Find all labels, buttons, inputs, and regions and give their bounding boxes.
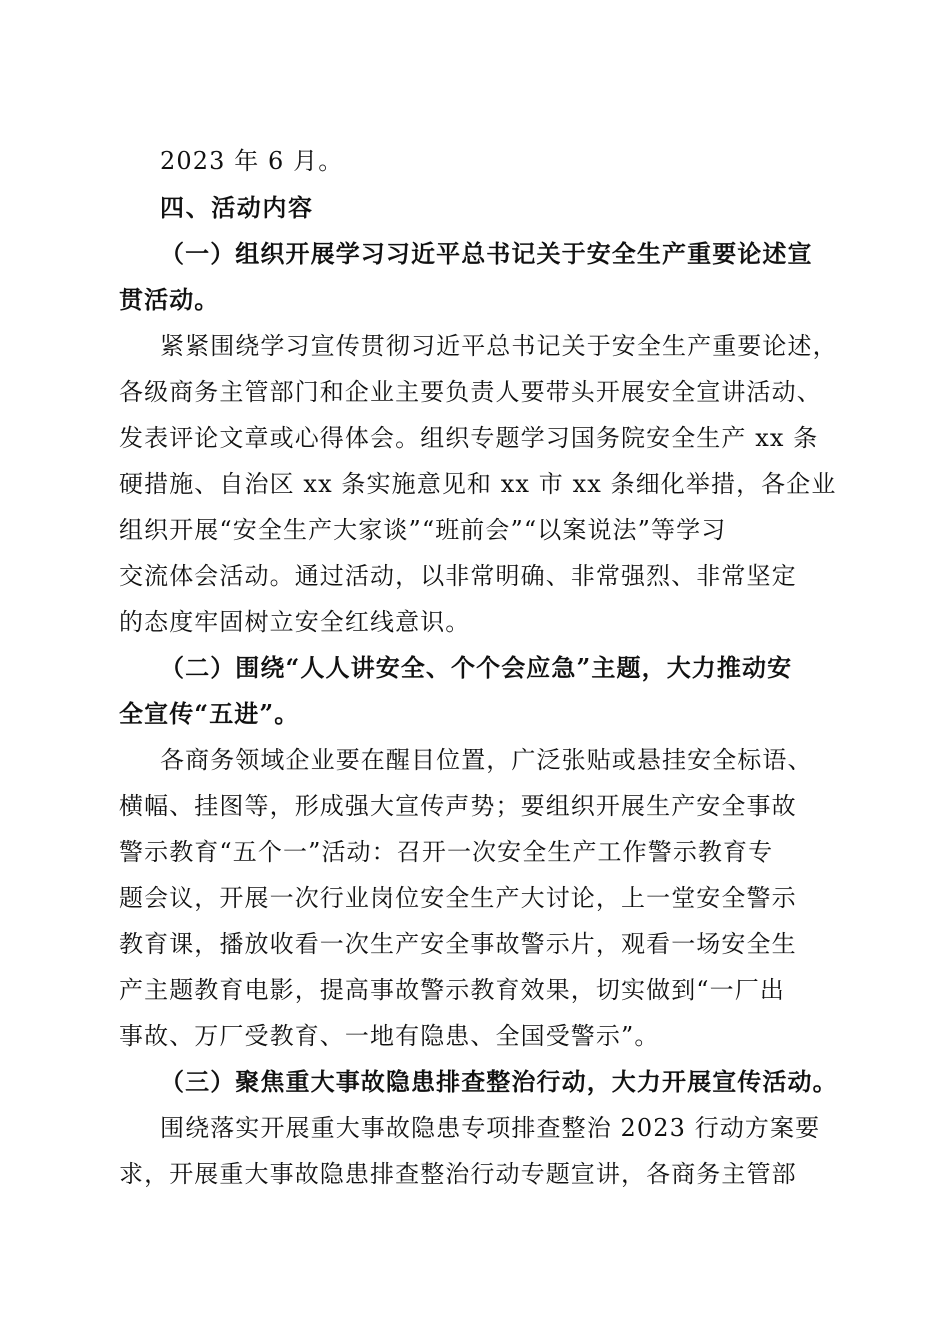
paragraph-2-line-1: 各商务领域企业要在醒目位置，广泛张贴或悬挂安全标语、	[160, 746, 813, 774]
subheading-2-line-1: （二）围绕“人人讲安全、个个会应急”主题，大力推动安	[160, 653, 793, 682]
section-heading-activity-content: 四、活动内容	[160, 193, 314, 222]
paragraph-1-line-2: 各级商务主管部门和企业主要负责人要带头开展安全宣讲活动、	[119, 378, 822, 406]
paragraph-2-line-6: 产主题教育电影，提高事故警示教育效果，切实做到“一厂出	[119, 976, 785, 1004]
paragraph-1-line-7: 的态度牢固树立安全红线意识。	[119, 608, 471, 636]
subheading-1-line-1: （一）组织开展学习习近平总书记关于安全生产重要论述宣	[160, 239, 813, 268]
paragraph-2-line-5: 教育课，播放收看一次生产安全事故警示片，观看一场安全生	[119, 930, 797, 958]
paragraph-1-line-5: 组织开展“安全生产大家谈”“班前会”“以案说法”等学习	[119, 516, 727, 544]
paragraph-2-line-2: 横幅、挂图等，形成强大宣传声势；要组织开展生产安全事故	[119, 792, 797, 820]
paragraph-1-line-4: 硬措施、自治区 xx 条实施意见和 xx 市 xx 条细化举措，各企业	[119, 470, 837, 498]
subheading-2-line-2: 全宣传“五进”。	[119, 699, 300, 728]
subheading-3-line-1: （三）聚焦重大事故隐患排查整治行动，大力开展宣传活动。	[160, 1067, 838, 1096]
paragraph-1-line-6: 交流体会活动。通过活动，以非常明确、非常强烈、非常坚定	[119, 562, 797, 590]
subheading-1-line-2: 贯活动。	[119, 285, 220, 314]
paragraph-3-line-2: 求，开展重大事故隐患排查整治行动专题宣讲，各商务主管部	[119, 1160, 797, 1188]
paragraph-2-line-4: 题会议，开展一次行业岗位安全生产大讨论，上一堂安全警示	[119, 884, 797, 912]
paragraph-3-line-1: 围绕落实开展重大事故隐患专项排查整治 2023 行动方案要	[160, 1114, 821, 1142]
paragraph-1-line-3: 发表评论文章或心得体会。组织专题学习国务院安全生产 xx 条	[119, 424, 819, 452]
paragraph-2-line-7: 事故、万厂受教育、一地有隐患、全国受警示”。	[119, 1022, 660, 1050]
paragraph-1-line-1: 紧紧围绕学习宣传贯彻习近平总书记关于安全生产重要论述，	[160, 332, 838, 360]
text-line-date: 2023 年 6 月。	[160, 147, 344, 175]
paragraph-2-line-3: 警示教育“五个一”活动：召开一次安全生产工作警示教育专	[119, 838, 774, 866]
